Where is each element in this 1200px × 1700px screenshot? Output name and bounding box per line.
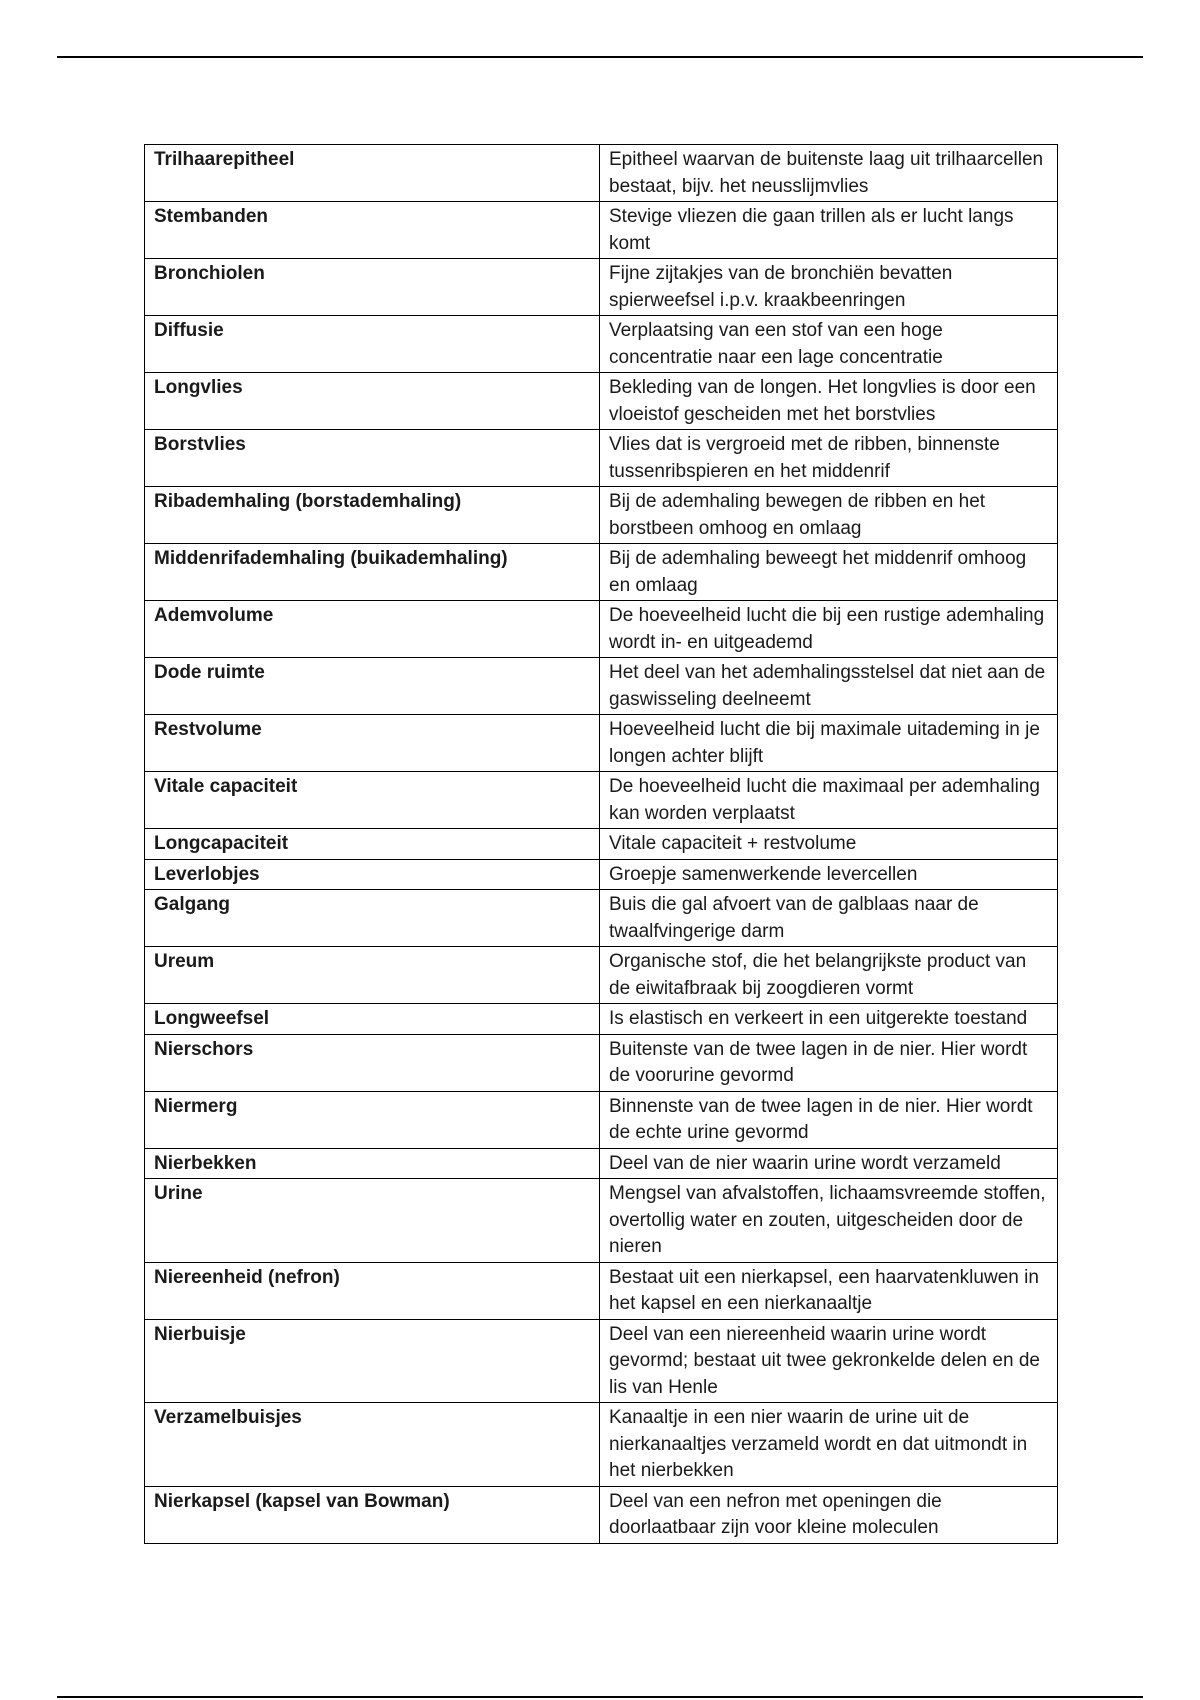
table-row	[145, 1319, 1058, 1403]
term-cell: Stembanden	[145, 202, 600, 259]
definition-cell: Mengsel van afvalstoffen, lichaamsvreemde stoffen, overtollig water en zouten, uitgescheiden door de nieren	[600, 1179, 1058, 1263]
term-cell: Longvlies	[145, 373, 600, 430]
table-row	[145, 202, 1058, 259]
definition-cell: Buis die gal afvoert van de galblaas naar de twaalfvingerige darm	[600, 890, 1058, 947]
table-row	[145, 715, 1058, 772]
term-cell: Trilhaarepitheel	[145, 145, 600, 202]
table-row	[145, 1091, 1058, 1148]
definition-cell: Verplaatsing van een stof van een hoge concentratie naar een lage concentratie	[600, 316, 1058, 373]
definition-cell: Bestaat uit een nierkapsel, een haarvatenkluwen in het kapsel en een nierkanaaltje	[600, 1262, 1058, 1319]
term-cell: Niereenheid (nefron)	[145, 1262, 600, 1319]
term-cell: Verzamelbuisjes	[145, 1403, 600, 1487]
table-row	[145, 1004, 1058, 1035]
term-cell: Ademvolume	[145, 601, 600, 658]
term-cell: Nierbuisje	[145, 1319, 600, 1403]
term-cell: Leverlobjes	[145, 859, 600, 890]
table-row	[145, 658, 1058, 715]
term-cell: Ureum	[145, 947, 600, 1004]
definition-cell: Epitheel waarvan de buitenste laag uit trilhaarcellen bestaat, bijv. het neusslijmvlies	[600, 145, 1058, 202]
term-cell: Restvolume	[145, 715, 600, 772]
table-row	[145, 145, 1058, 202]
definition-cell: Stevige vliezen die gaan trillen als er lucht langs komt	[600, 202, 1058, 259]
term-cell: Dode ruimte	[145, 658, 600, 715]
definition-cell: Buitenste van de twee lagen in de nier. Hier wordt de voorurine gevormd	[600, 1034, 1058, 1091]
table-row	[145, 373, 1058, 430]
definition-cell: Hoeveelheid lucht die bij maximale uitademing in je longen achter blijft	[600, 715, 1058, 772]
table-row	[145, 1403, 1058, 1487]
term-cell: Bronchiolen	[145, 259, 600, 316]
table-row	[145, 829, 1058, 860]
definition-cell: Fijne zijtakjes van de bronchiën bevatten spierweefsel i.p.v. kraakbeenringen	[600, 259, 1058, 316]
table-row	[145, 1148, 1058, 1179]
definition-cell: Vitale capaciteit + restvolume	[600, 829, 1058, 860]
table-row	[145, 890, 1058, 947]
table-row	[145, 316, 1058, 373]
definition-cell: Binnenste van de twee lagen in de nier. Hier wordt de echte urine gevormd	[600, 1091, 1058, 1148]
table-row	[145, 1486, 1058, 1543]
term-cell: Niermerg	[145, 1091, 600, 1148]
term-cell: Vitale capaciteit	[145, 772, 600, 829]
table-row	[145, 772, 1058, 829]
term-cell: Borstvlies	[145, 430, 600, 487]
definition-cell: Het deel van het ademhalingsstelsel dat niet aan de gaswisseling deelneemt	[600, 658, 1058, 715]
term-cell: Longcapaciteit	[145, 829, 600, 860]
table-row	[145, 1034, 1058, 1091]
definition-cell: De hoeveelheid lucht die maximaal per ademhaling kan worden verplaatst	[600, 772, 1058, 829]
table-row	[145, 544, 1058, 601]
term-cell: Nierschors	[145, 1034, 600, 1091]
table-row	[145, 1179, 1058, 1263]
term-cell: Middenrifademhaling (buikademhaling)	[145, 544, 600, 601]
table-row	[145, 859, 1058, 890]
term-cell: Diffusie	[145, 316, 600, 373]
definition-cell: Is elastisch en verkeert in een uitgerekte toestand	[600, 1004, 1058, 1035]
definition-cell: Kanaaltje in een nier waarin de urine uit de nierkanaaltjes verzameld wordt en dat uitmondt in het nierbekken	[600, 1403, 1058, 1487]
table-row	[145, 487, 1058, 544]
term-cell: Longweefsel	[145, 1004, 600, 1035]
table-row	[145, 601, 1058, 658]
term-cell: Nierkapsel (kapsel van Bowman)	[145, 1486, 600, 1543]
term-cell: Ribademhaling (borstademhaling)	[145, 487, 600, 544]
definition-cell: Bij de ademhaling beweegt het middenrif omhoog en omlaag	[600, 544, 1058, 601]
table-row	[145, 1262, 1058, 1319]
definition-cell: De hoeveelheid lucht die bij een rustige ademhaling wordt in- en uitgeademd	[600, 601, 1058, 658]
definition-cell: Organische stof, die het belangrijkste product van de eiwitafbraak bij zoogdieren vormt	[600, 947, 1058, 1004]
page-footer-rule	[57, 1696, 1143, 1698]
definition-cell: Vlies dat is vergroeid met de ribben, binnenste tussenribspieren en het middenrif	[600, 430, 1058, 487]
table-row	[145, 430, 1058, 487]
page-header-rule	[57, 56, 1143, 58]
term-cell: Galgang	[145, 890, 600, 947]
table-row	[145, 947, 1058, 1004]
definition-cell: Deel van de nier waarin urine wordt verzameld	[600, 1148, 1058, 1179]
term-cell: Urine	[145, 1179, 600, 1263]
definition-cell: Bekleding van de longen. Het longvlies is door een vloeistof gescheiden met het borstvlies	[600, 373, 1058, 430]
definition-cell: Groepje samenwerkende levercellen	[600, 859, 1058, 890]
table-row	[145, 259, 1058, 316]
term-cell: Nierbekken	[145, 1148, 600, 1179]
glossary-table-body	[145, 145, 1058, 1544]
definition-cell: Deel van een niereenheid waarin urine wordt gevormd; bestaat uit twee gekronkelde delen en de lis van Henle	[600, 1319, 1058, 1403]
glossary-table	[144, 144, 1058, 1544]
definition-cell: Deel van een nefron met openingen die doorlaatbaar zijn voor kleine moleculen	[600, 1486, 1058, 1543]
definition-cell: Bij de ademhaling bewegen de ribben en het borstbeen omhoog en omlaag	[600, 487, 1058, 544]
